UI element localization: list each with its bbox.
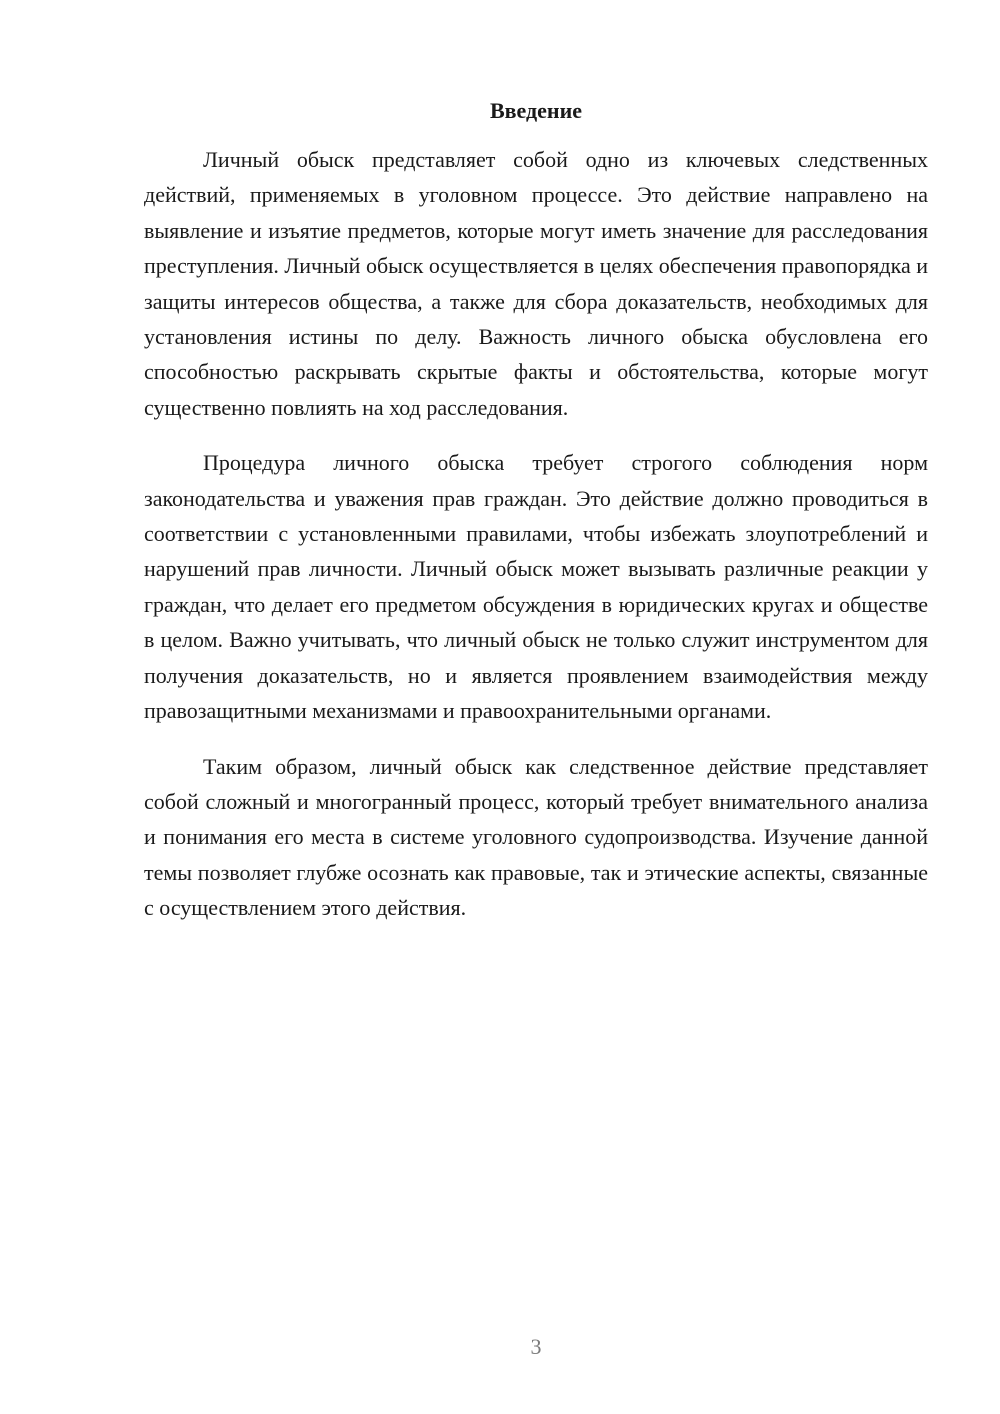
page-title: Введение xyxy=(489,98,583,123)
paragraph-1: Личный обыск представляет собой одно из ключевых следственных действий, применяемых в уголовном процессе. Это действие направлено на выявление и изъятие предметов, которые могут иметь значение для расследования преступления. Личный обыск осуществляется в целях обеспечения правопорядка и защиты интересов общества, а также для сбора доказательств, необходимых для установления истины по делу. Важность личного обыска обусловлена его способностью раскрывать скрытые факты и обстоятельства, которые могут существенно повлиять на ход расследования. xyxy=(144,147,928,420)
document-body xyxy=(144,142,928,946)
paragraph-2: Процедура личного обыска требует строгого соблюдения норм законодательства и уважения прав граждан. Это действие должно проводиться в соответствии с установленными правилами, чтобы избежать злоупотреблений и нарушений прав личности. Личный обыск может вызывать различные реакции у граждан, что делает его предметом обсуждения в юридических кругах и обществе в целом. Важно учитывать, что личный обыск не только служит инструментом для получения доказательств, но и является проявлением взаимодействия между правозащитными механизмами и правоохранительными органами. xyxy=(144,450,928,724)
page-number: 3 xyxy=(530,1334,542,1359)
paragraph-3: Таким образом, личный обыск как следственное действие представляет собой сложный и многогранный процесс, который требует внимательного анализа и понимания его места в системе уголовного судопроизводства. Изучение данной темы позволяет глубже осознать как правовые, так и этические аспекты, связанные с осуществлением этого действия. xyxy=(144,753,928,921)
